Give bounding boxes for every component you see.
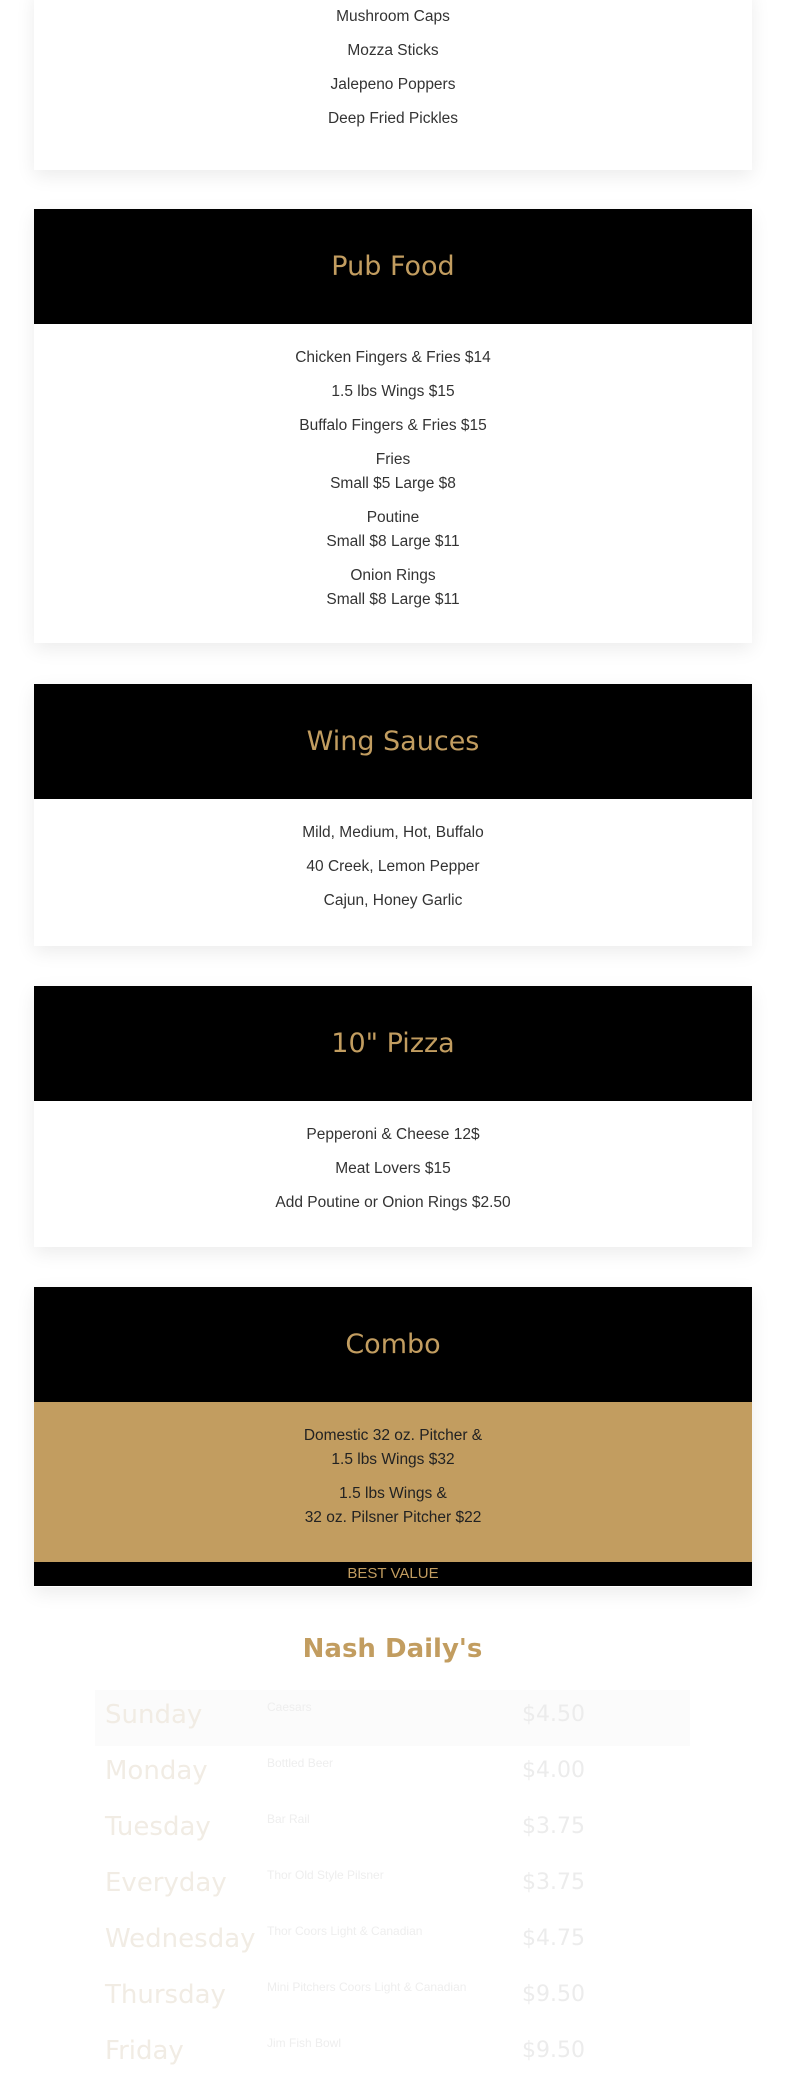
table-row — [95, 1970, 690, 2026]
menu-item: 40 Creek, Lemon Pepper — [306, 858, 480, 875]
menu-item: Deep Fried Pickles — [327, 110, 459, 127]
menu-item: 1.5 lbs Wings $15 — [331, 383, 455, 400]
pub-food-card — [34, 209, 752, 643]
menu-item: Chicken Fingers & Fries $14 — [295, 349, 491, 366]
special-description: Caesars — [267, 1700, 312, 1714]
pizza-header — [34, 986, 752, 1101]
special-description: Bar Rail — [267, 1812, 310, 1826]
menu-item: Jalepeno Poppers — [330, 76, 456, 93]
menu-item: Mushroom Caps — [336, 8, 450, 25]
section-title: Combo — [345, 1329, 441, 1360]
section-title: 10" Pizza — [331, 1028, 455, 1059]
special-price: $3.75 — [522, 1870, 585, 1895]
wing-sauces-header — [34, 684, 752, 799]
day-label: Sunday — [105, 1700, 203, 1730]
special-price: $9.50 — [522, 2038, 585, 2063]
special-description: Mini Pitchers Coors Light & Canadian — [267, 1980, 467, 1994]
menu-item: 1.5 lbs Wings & 32 oz. Pilsner Pitcher $22 — [304, 1485, 482, 1526]
daily-specials-table — [95, 1690, 690, 2082]
table-row — [95, 1914, 690, 1970]
special-price: $9.50 — [522, 1982, 585, 2007]
menu-item: Poutine Small $8 Large $11 — [326, 509, 460, 550]
day-label: Thursday — [105, 1980, 226, 2010]
table-row — [95, 1690, 690, 1746]
special-price: $4.00 — [522, 1758, 585, 1783]
day-label: Wednesday — [105, 1924, 256, 1954]
special-description: Thor Old Style Pilsner — [267, 1868, 384, 1882]
day-label: Everyday — [105, 1868, 227, 1898]
special-price: $4.50 — [522, 1702, 585, 1727]
menu-item: Mild, Medium, Hot, Buffalo — [302, 824, 484, 841]
day-label: Friday — [105, 2036, 184, 2066]
nash-daily-title: Nash Daily's — [302, 1634, 483, 1664]
table-row — [95, 2026, 690, 2082]
appetizers-card — [34, 0, 752, 170]
menu-item: Fries Small $5 Large $8 — [330, 451, 456, 492]
menu-item: Onion Rings Small $8 Large $11 — [326, 567, 460, 608]
special-description: Thor Coors Light & Canadian — [267, 1924, 423, 1938]
wing-sauces-card — [34, 684, 752, 946]
menu-item: Meat Lovers $15 — [335, 1160, 451, 1177]
special-description: Jim Fish Bowl — [267, 2036, 342, 2050]
table-row — [95, 1746, 690, 1802]
table-row — [95, 1858, 690, 1914]
menu-item: Buffalo Fingers & Fries $15 — [299, 417, 487, 434]
menu-item: Domestic 32 oz. Pitcher & 1.5 lbs Wings $32 — [303, 1427, 483, 1468]
combo-card — [34, 1287, 752, 1587]
menu-item: Add Poutine or Onion Rings $2.50 — [275, 1194, 511, 1211]
combo-header — [34, 1287, 752, 1402]
menu-item: Mozza Sticks — [347, 42, 439, 59]
section-title: Pub Food — [331, 251, 455, 282]
pizza-card — [34, 986, 752, 1247]
section-title: Wing Sauces — [306, 726, 480, 757]
table-row — [95, 1802, 690, 1858]
best-value-badge: BEST VALUE — [34, 1562, 752, 1586]
special-description: Bottled Beer — [267, 1756, 334, 1770]
special-price: $4.75 — [522, 1926, 585, 1951]
special-price: $3.75 — [522, 1814, 585, 1839]
combo-body — [34, 1402, 752, 1562]
pub-food-header — [34, 209, 752, 324]
day-label: Monday — [105, 1756, 208, 1786]
menu-item: Cajun, Honey Garlic — [323, 892, 463, 909]
day-label: Tuesday — [105, 1812, 211, 1842]
menu-item: Pepperoni & Cheese 12$ — [306, 1126, 480, 1143]
